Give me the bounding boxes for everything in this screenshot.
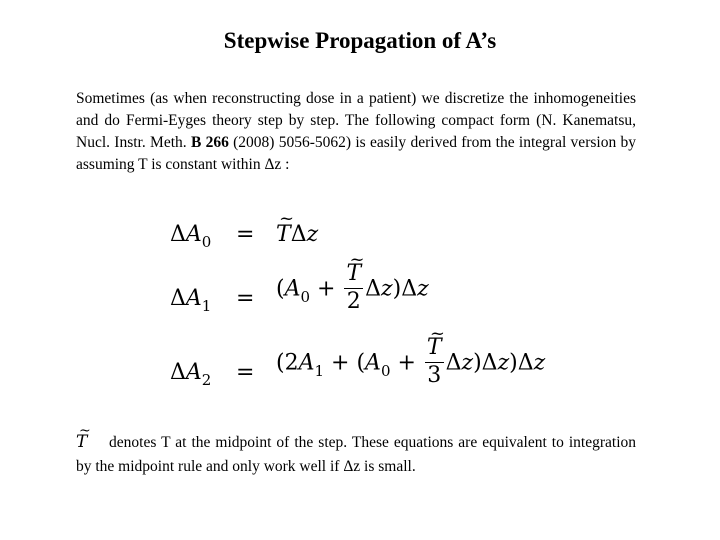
equals-sign: = xyxy=(236,360,255,385)
fraction: ~ $\frac{T}{2}$ xyxy=(344,260,363,315)
subscript: 1 xyxy=(201,297,212,315)
t-tilde-symbol: ~ T xyxy=(276,222,291,247)
delta-symbol: Δ xyxy=(170,286,186,311)
note-paragraph xyxy=(76,430,636,479)
variable-a: A xyxy=(185,360,202,385)
subscript: 0 xyxy=(201,233,212,251)
equation-2 xyxy=(0,335,720,412)
fraction-denominator: 2 xyxy=(346,289,361,314)
equation-2-rhs: ($2A_1 + (A_0$ + ~ $\frac{T}{3}$ Δz)Δz)Δz xyxy=(276,336,545,391)
equals-sign: = xyxy=(236,286,255,311)
fraction-denominator: 3 xyxy=(427,363,442,388)
intro-bold-volume: B 266 xyxy=(190,134,229,151)
variable-a: A xyxy=(185,222,202,247)
equation-0-rhs: ~ TΔz xyxy=(276,222,318,247)
intro-text-2: (2008) 5056-5062) is easily derived from the integral version by assuming T is constant within Δz : xyxy=(76,134,636,173)
equals-sign: = xyxy=(236,222,255,247)
fraction: ~ $\frac{T}{3}$ xyxy=(425,334,444,389)
variable-a: A xyxy=(185,286,202,311)
note-text: denotes T at the midpoint of the step. These equations are equivalent to integration by the midpoint rule and only work well if Δz is small. xyxy=(76,434,636,475)
intro-text-1: Sometimes (as when reconstructing dose in a patient) we discretize the inhomogeneities and do Fermi-Eyges theory step by step. The following compact form (N. Kanematsu, Nucl. Instr. Meth. xyxy=(76,90,636,151)
equation-1 xyxy=(0,261,720,338)
subscript: 2 xyxy=(201,371,212,389)
equation-1-rhs: ($A_0$ + ~ $\frac{T}{2}$ Δz)Δz xyxy=(276,262,429,317)
delta-symbol: Δ xyxy=(170,222,186,247)
slide-title: Stepwise Propagation of A’s xyxy=(223,28,497,53)
t-tilde-symbol: ~ T xyxy=(76,430,104,454)
delta-symbol: Δ xyxy=(170,360,186,385)
intro-paragraph xyxy=(76,88,636,176)
